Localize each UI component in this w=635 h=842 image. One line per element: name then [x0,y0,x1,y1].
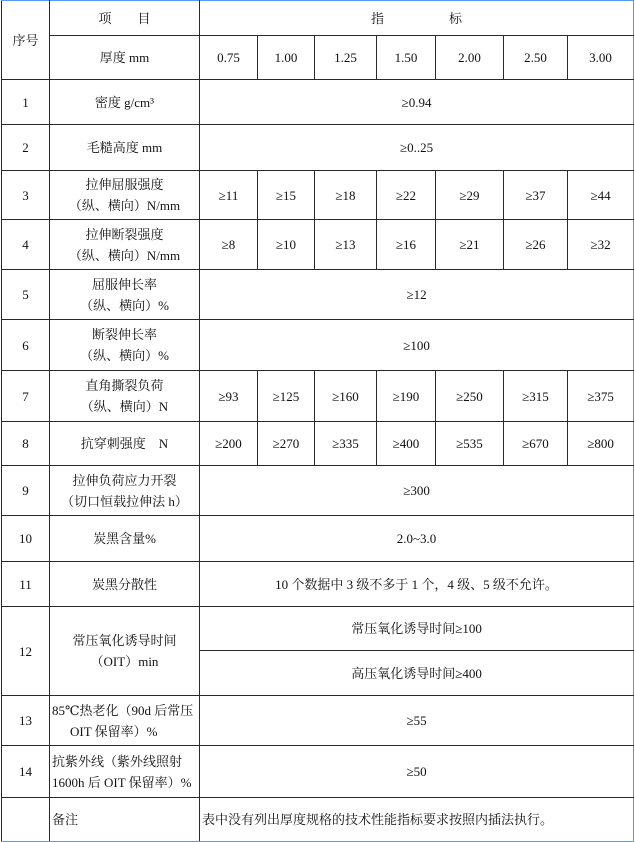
row-value: ≥13 [315,220,377,270]
row-item: 密度 g/cm³ [50,80,200,125]
row-value: ≥0.94 [200,80,634,125]
header-thickness: 厚度 mm [50,36,200,80]
row-value: ≥32 [568,220,634,270]
table-row [2,80,634,125]
thickness-value: 3.00 [568,36,634,80]
row-number: 14 [2,746,50,798]
table-row [2,171,634,220]
row-value: ≥300 [200,466,634,516]
row-value: ≥800 [568,422,634,466]
table-row [2,371,634,422]
note-text: 表中没有列出厚度规格的技术性能指标要求按照内插法执行。 [200,798,634,842]
table-row [2,607,634,651]
row-value: 10 个数据中 3 级不多于 1 个，4 级、5 级不允许。 [200,562,634,607]
row-value: ≥16 [377,220,436,270]
row-number: 4 [2,220,50,270]
row-value: ≥160 [315,371,377,422]
row-item: 抗穿刺强度 N [50,422,200,466]
row-value: ≥29 [436,171,504,220]
note-label: 备注 [50,798,200,842]
row-value: ≥10 [258,220,315,270]
row-value: 常压氧化诱导时间≥100 [200,607,634,651]
table-row [2,466,634,516]
thickness-value: 2.50 [504,36,568,80]
table-row [2,696,634,746]
row-value: ≥26 [504,220,568,270]
row-number: 11 [2,562,50,607]
row-value: ≥375 [568,371,634,422]
row-item: 抗紫外线（紫外线照射 1600h 后 OIT 保留率）% [50,746,200,798]
row-value: ≥55 [200,696,634,746]
row-number: 12 [2,607,50,696]
note-number-cell [2,798,50,842]
row-item: 炭黑含量% [50,516,200,562]
header-index: 指 标 [200,1,634,36]
row-number: 9 [2,466,50,516]
row-item: 毛糙高度 mm [50,125,200,171]
row-value: ≥0..25 [200,125,634,171]
table-row [2,320,634,371]
row-value: ≥11 [200,171,258,220]
row-value: ≥190 [377,371,436,422]
row-value: ≥50 [200,746,634,798]
table-row [2,422,634,466]
row-value: ≥100 [200,320,634,371]
row-number: 2 [2,125,50,171]
table-row [2,516,634,562]
row-value: ≥400 [377,422,436,466]
row-value: ≥93 [200,371,258,422]
row-value: ≥270 [258,422,315,466]
row-number: 6 [2,320,50,371]
row-number: 3 [2,171,50,220]
row-item: 85℃热老化（90d 后常压 OIT 保留率）% [50,696,200,746]
row-item: 直角撕裂负荷 （纵、横向）N [50,371,200,422]
row-number: 13 [2,696,50,746]
row-value: ≥335 [315,422,377,466]
table-row [2,562,634,607]
row-value: ≥250 [436,371,504,422]
row-value: ≥15 [258,171,315,220]
row-number: 10 [2,516,50,562]
row-value: ≥12 [200,270,634,320]
table-row [2,746,634,798]
row-number: 5 [2,270,50,320]
table-row [2,220,634,270]
row-value: ≥37 [504,171,568,220]
row-value: ≥18 [315,171,377,220]
row-value: ≥22 [377,171,436,220]
row-value: 高压氧化诱导时间≥400 [200,651,634,696]
table-row [2,270,634,320]
table-row [2,125,634,171]
row-value: ≥8 [200,220,258,270]
row-value: ≥200 [200,422,258,466]
row-item: 拉伸断裂强度 （纵、横向）N/mm [50,220,200,270]
thickness-value: 0.75 [200,36,258,80]
header-item: 项 目 [50,1,200,36]
header-seq: 序号 [2,1,50,80]
row-number: 1 [2,80,50,125]
spec-table [1,0,634,842]
row-value: ≥315 [504,371,568,422]
note-row [2,798,634,842]
row-value: ≥670 [504,422,568,466]
thickness-value: 1.25 [315,36,377,80]
row-value: ≥535 [436,422,504,466]
thickness-value: 1.50 [377,36,436,80]
thickness-value: 2.00 [436,36,504,80]
row-number: 7 [2,371,50,422]
row-number: 8 [2,422,50,466]
thickness-value: 1.00 [258,36,315,80]
row-value: ≥21 [436,220,504,270]
row-item: 常压氧化诱导时间 （OIT）min [50,607,200,696]
row-value: 2.0~3.0 [200,516,634,562]
row-item: 炭黑分散性 [50,562,200,607]
row-item: 屈服伸长率 （纵、横向）% [50,270,200,320]
row-value: ≥44 [568,171,634,220]
row-item: 拉伸负荷应力开裂 （切口恒载拉伸法 h） [50,466,200,516]
row-item: 拉伸屈服强度 （纵、横向）N/mm [50,171,200,220]
row-item: 断裂伸长率 （纵、横向）% [50,320,200,371]
row-value: ≥125 [258,371,315,422]
